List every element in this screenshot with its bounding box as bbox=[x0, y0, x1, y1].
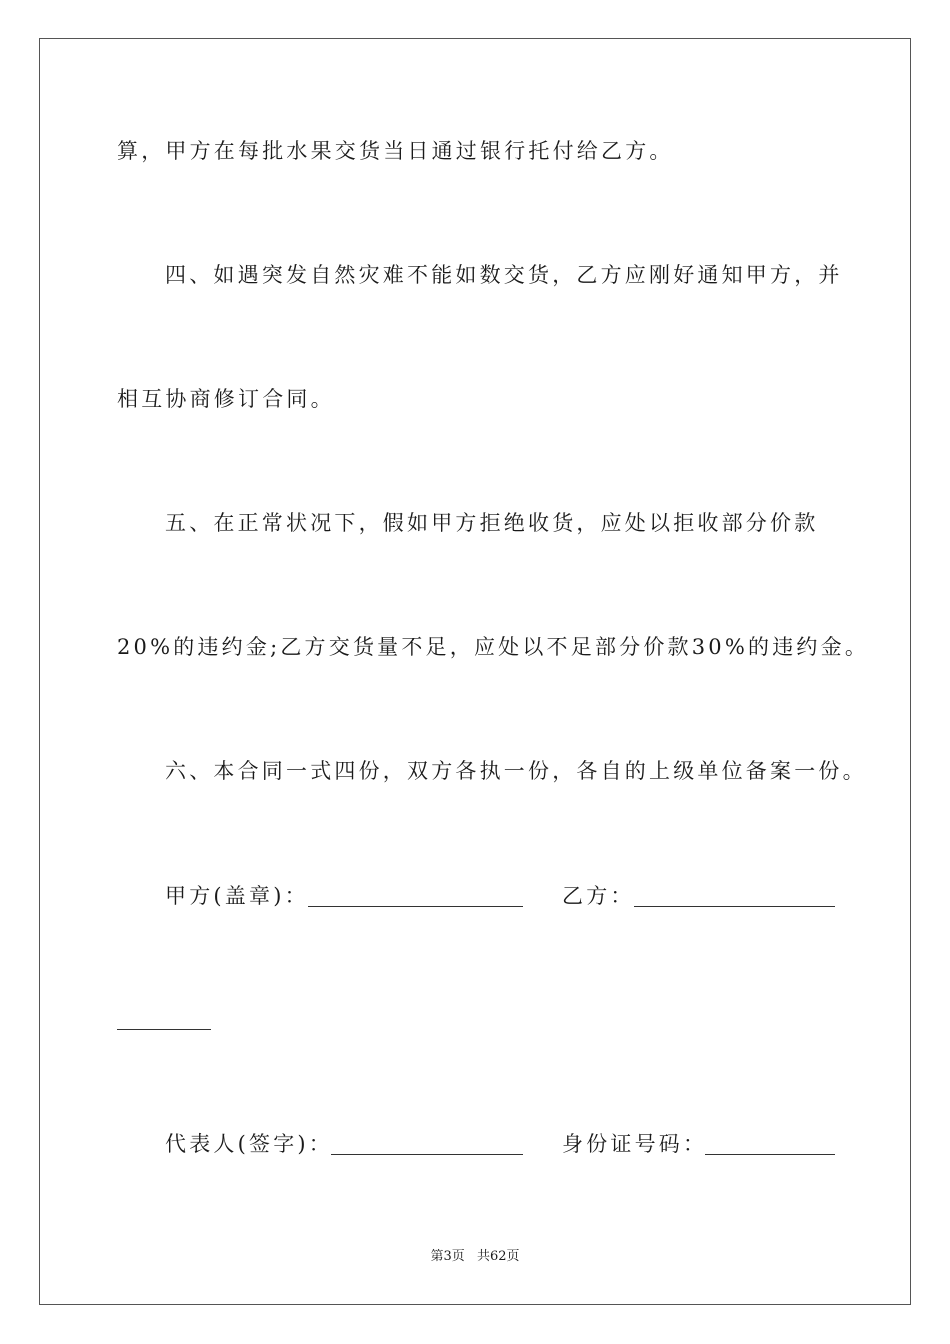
paragraph-line-payment: 算，甲方在每批水果交货当日通过银行托付给乙方。 bbox=[117, 139, 674, 163]
party-b-label: 乙方： bbox=[562, 884, 635, 908]
party-b-signature-line[interactable] bbox=[634, 906, 835, 907]
paragraph-line-clause-5-cont: 20%的违约金;乙方交货量不足，应处以不足部分价款30%的违约金。 bbox=[117, 635, 870, 659]
party-a-label: 甲方(盖章)： bbox=[165, 884, 309, 908]
party-a-signature-line[interactable] bbox=[308, 906, 523, 907]
paragraph-line-clause-4: 四、如遇突发自然灾难不能如数交货，乙方应刚好通知甲方，并 bbox=[165, 263, 843, 287]
id-number-label: 身份证号码： bbox=[562, 1132, 708, 1156]
representative-label: 代表人(签字)： bbox=[165, 1132, 333, 1156]
id-number-line[interactable] bbox=[705, 1154, 835, 1155]
page-number-current: 第3页 bbox=[430, 1249, 465, 1264]
page-border bbox=[39, 38, 911, 1305]
paragraph-line-clause-4-cont: 相互协商修订合同。 bbox=[117, 387, 335, 411]
representative-signature-line[interactable] bbox=[331, 1154, 523, 1155]
paragraph-line-clause-6: 六、本合同一式四份，双方各执一份，各自的上级单位备案一份。 bbox=[165, 759, 867, 783]
party-b-signature-line-cont[interactable] bbox=[117, 1029, 211, 1030]
paragraph-line-clause-5: 五、在正常状况下，假如甲方拒绝收货，应处以拒收部分价款 bbox=[165, 511, 819, 535]
page-footer bbox=[0, 1250, 950, 1263]
page-number-total: 共62页 bbox=[476, 1249, 520, 1264]
